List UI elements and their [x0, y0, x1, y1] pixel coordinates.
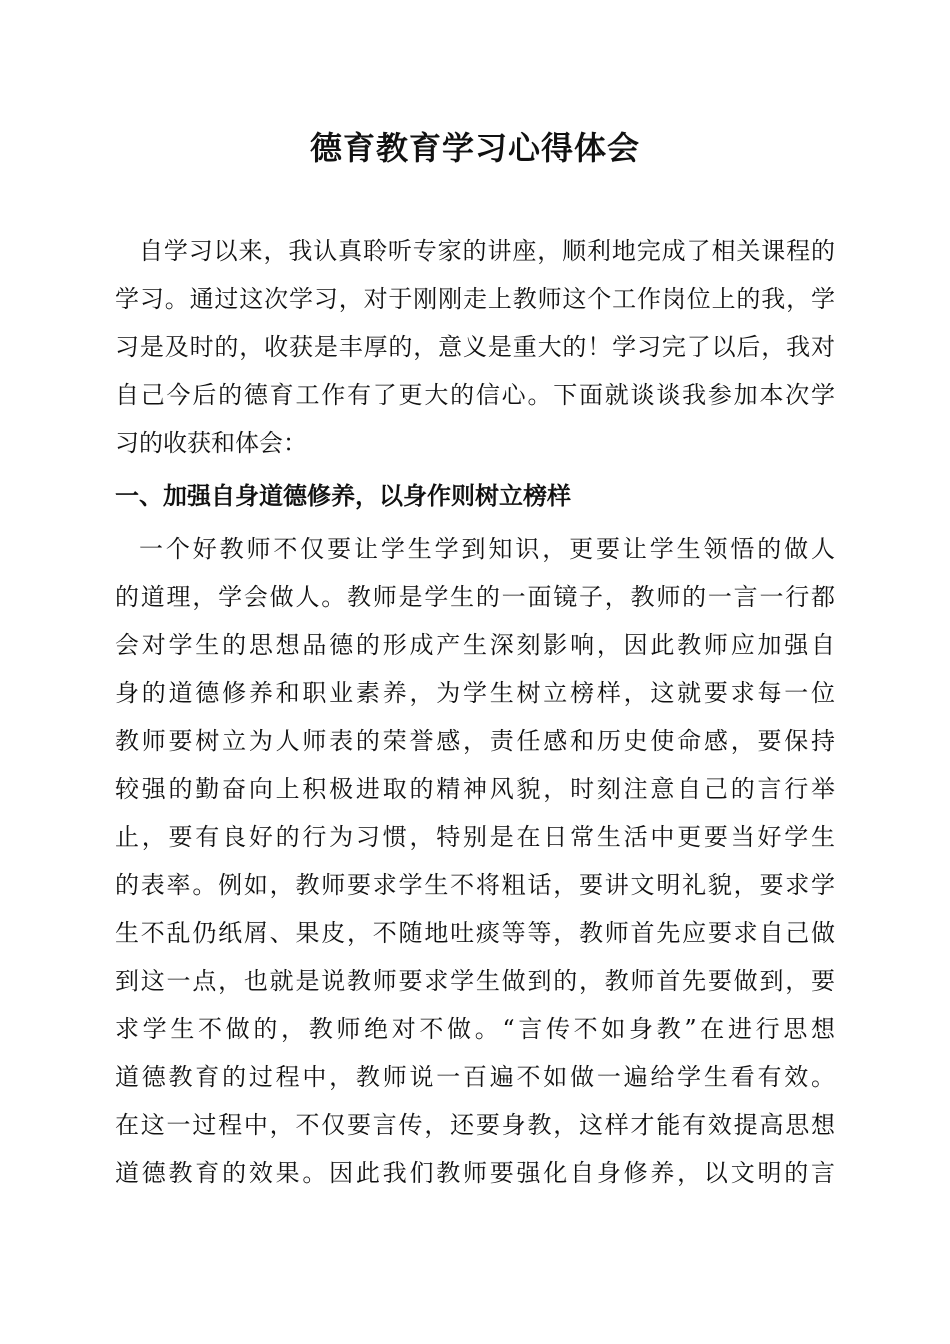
- section-line: 教师要树立为人师表的荣誉感，责任感和历史使命感，要保持: [115, 727, 835, 755]
- intro-line: 自己今后的德育工作有了更大的信心。下面就谈谈我参加本次学: [115, 381, 835, 409]
- section-heading: 一、加强自身道德修养，以身作则树立榜样: [115, 482, 571, 510]
- section-line: 一个好教师不仅要让学生学到知识，更要让学生领悟的做人: [139, 535, 835, 563]
- section-line: 的道理，学会做人。教师是学生的一面镜子，教师的一言一行都: [115, 583, 835, 611]
- section-line: 止，要有良好的行为习惯，特别是在日常生活中更要当好学生: [115, 823, 835, 851]
- section-line: 道德教育的效果。因此我们教师要强化自身修养，以文明的言: [115, 1159, 835, 1187]
- section-line: 在这一过程中，不仅要言传，还要身教，这样才能有效提高思想: [115, 1111, 835, 1139]
- section-line: 求学生不做的，教师绝对不做。“言传不如身教”在进行思想: [115, 1015, 835, 1043]
- intro-line: 自学习以来，我认真聆听专家的讲座，顺利地完成了相关课程的: [139, 237, 835, 265]
- section-line: 较强的勤奋向上积极进取的精神风貌，时刻注意自己的言行举: [115, 775, 835, 803]
- section-line: 会对学生的思想品德的形成产生深刻影响，因此教师应加强自: [115, 631, 835, 659]
- section-line: 的表率。例如，教师要求学生不将粗话，要讲文明礼貌，要求学: [115, 871, 835, 899]
- section-line: 到这一点，也就是说教师要求学生做到的，教师首先要做到，要: [115, 967, 835, 995]
- intro-line: 习是及时的，收获是丰厚的，意义是重大的！学习完了以后，我对: [115, 333, 835, 361]
- document-title: 德育教育学习心得体会: [309, 129, 640, 167]
- section-line: 道德教育的过程中，教师说一百遍不如做一遍给学生看有效。: [115, 1063, 835, 1091]
- section-line: 身的道德修养和职业素养，为学生树立榜样，这就要求每一位: [115, 679, 835, 707]
- intro-line: 习的收获和体会：: [115, 429, 307, 457]
- intro-line: 学习。通过这次学习，对于刚刚走上教师这个工作岗位上的我，学: [115, 285, 835, 313]
- section-line: 生不乱仍纸屑、果皮，不随地吐痰等等，教师首先应要求自己做: [115, 919, 835, 947]
